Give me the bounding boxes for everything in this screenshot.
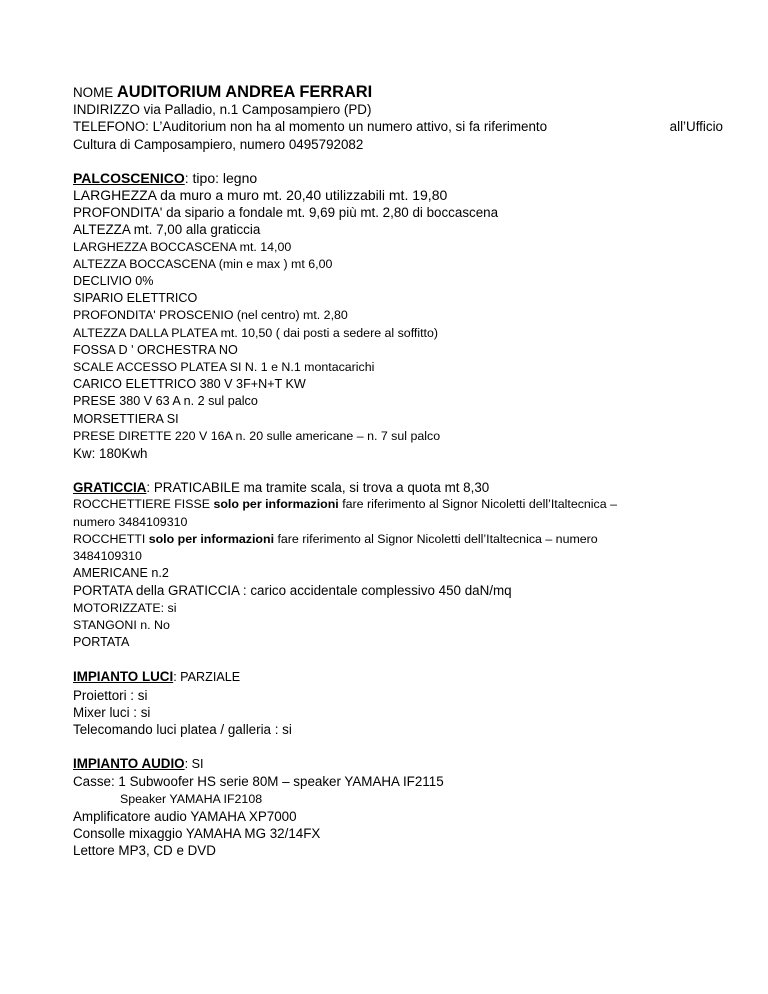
graticcia-line: AMERICANE n.2 [73,566,169,581]
luci-title: IMPIANTO LUCI [73,669,174,685]
palco-line: LARGHEZZA da muro a muro mt. 20,40 utilizzabili mt. 19,80 [73,187,448,204]
nome-line [73,84,733,101]
graticcia-line: PORTATA [73,635,130,650]
palcoscenico-title: PALCOSCENICO [73,169,185,186]
rocchetti-bold: solo per informazioni [148,531,275,546]
graticcia-line: STANGONI n. No [73,617,170,632]
audio-line: Lettore MP3, CD e DVD [73,843,216,859]
audio-casse-line: Casse: 1 Subwoofer HS serie 80M – speaker YAMAHA IF2115 [73,774,444,790]
telefono-ufficio: all’Ufficio [669,119,723,135]
graticcia-heading [73,479,733,496]
palco-line: PRESE 380 V 63 A n. 2 sul palco [73,394,258,409]
luci-line: Telecomando luci platea / galleria : si [73,721,292,737]
audio-title: IMPIANTO AUDIO [73,756,185,772]
audio-speaker-line: Speaker YAMAHA IF2108 [120,791,263,806]
palco-line: LARGHEZZA BOCCASCENA mt. 14,00 [73,239,292,254]
palco-line: PROFONDITA' PROSCENIO (nel centro) mt. 2,80 [73,308,348,323]
nome-label: NOME [73,85,114,100]
indirizzo-line: INDIRIZZO via Palladio, n.1 Camposampiero (PD) [73,102,372,118]
telefono-cont-line: Cultura di Camposampiero, numero 0495792082 [73,136,364,152]
palco-line: ALTEZZA DALLA PLATEA mt. 10,50 ( dai posti a sedere al soffitto) [73,325,439,340]
palcoscenico-type: : tipo: legno [184,169,258,186]
palco-line: DECLIVIO 0% [73,274,154,289]
rocchettiere-bold: solo per informazioni [213,497,339,512]
palco-line: Kw: 180Kwh [73,446,148,462]
palco-line: ALTEZZA BOCCASCENA (min e max ) mt 6,00 [73,256,333,271]
palco-line: PROFONDITA' da sipario a fondale mt. 9,69 più mt. 2,80 di boccascena [73,205,499,221]
audio-line: Amplificatore audio YAMAHA XP7000 [73,808,297,824]
auditorium-name: AUDITORIUM ANDREA FERRARI [116,83,373,101]
palco-line: CARICO ELETTRICO 380 V 3F+N+T KW [73,377,306,392]
palco-line: SCALE ACCESSO PLATEA SI N. 1 e N.1 montacarichi [73,360,375,375]
graticcia-line: MOTORIZZATE: si [73,600,177,615]
palco-line: PRESE DIRETTE 220 V 16A n. 20 sulle americane – n. 7 sul palco [73,428,441,443]
graticcia-line: PORTATA della GRATICCIA : carico accidentale complessivo 450 daN/mq [73,583,512,599]
graticcia-title: GRATICCIA [73,480,147,496]
luci-line: Mixer luci : si [73,704,151,720]
audio-desc: : SI [184,757,204,772]
rocchettiere-cont-line: numero 3484109310 [73,514,188,529]
rocchettiere-rest: fare riferimento al Signor Nicoletti dell’Italtecnica – [338,497,617,512]
palcoscenico-heading [73,170,733,187]
palco-line: MORSETTIERA SI [73,411,179,426]
telefono-text: TELEFONO: L’Auditorium non ha al momento un numero attivo, si fa riferimento [73,119,548,135]
audio-heading [73,755,733,773]
rocchetti-line [73,531,733,548]
palco-line: SIPARIO ELETTRICO [73,291,198,306]
rocchettiere-line [73,496,733,513]
rocchetti-label: ROCCHETTI [73,531,149,546]
telefono-line [73,118,723,135]
palco-line: FOSSA D ' ORCHESTRA NO [73,342,238,357]
audio-line: Consolle mixaggio YAMAHA MG 32/14FX [73,825,321,841]
rocchetti-cont-line: 3484109310 [73,549,142,564]
luci-desc: : PARZIALE [173,670,241,685]
rocchetti-rest: fare riferimento al Signor Nicoletti dell’Italtecnica – numero [274,531,598,546]
luci-line: Proiettori : si [73,687,148,703]
luci-heading [73,668,733,686]
graticcia-desc: : PRATICABILE ma tramite scala, si trova a quota mt 8,30 [146,480,490,496]
palco-line: ALTEZZA mt. 7,00 alla graticcia [73,222,261,238]
document-page [73,82,733,859]
rocchettiere-label: ROCCHETTIERE FISSE [73,497,214,512]
